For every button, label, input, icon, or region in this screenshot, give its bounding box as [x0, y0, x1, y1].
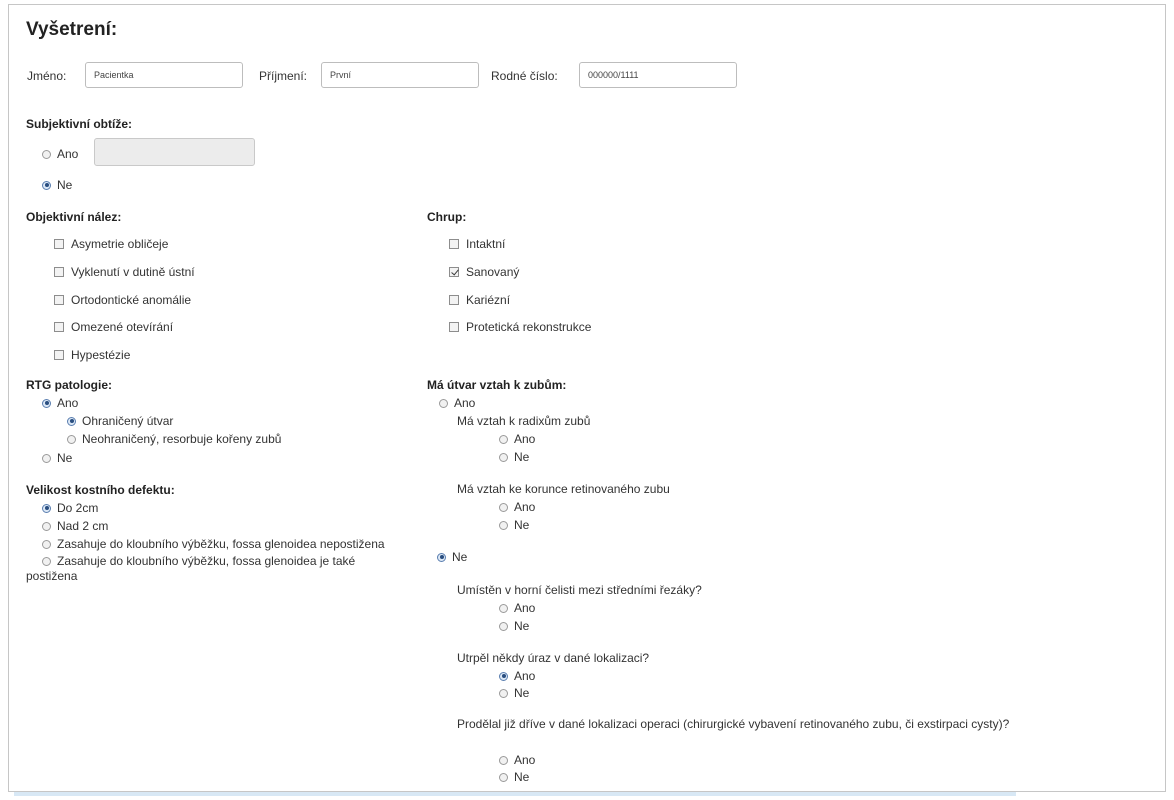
answer-radio[interactable] — [499, 521, 508, 530]
rtg-bounded-option[interactable] — [67, 414, 173, 428]
objective-item[interactable] — [54, 265, 195, 279]
objective-item[interactable] — [54, 293, 191, 307]
bone-radio[interactable] — [42, 504, 51, 513]
objective-item-label: Omezené otevírání — [71, 320, 174, 334]
answer-label: Ano — [514, 500, 536, 514]
teeth-item-label: Kariézní — [466, 293, 511, 307]
relation-yes-label: Ano — [454, 396, 476, 410]
objective-checkbox[interactable] — [54, 267, 64, 277]
rtg-no-radio[interactable] — [42, 454, 51, 463]
answer-label: Ne — [514, 619, 530, 633]
teeth-checkbox[interactable] — [449, 322, 459, 332]
relation-yes-option[interactable] — [439, 396, 475, 410]
relation-no-option[interactable] — [437, 550, 467, 564]
teeth-item[interactable] — [449, 293, 510, 307]
answer-option[interactable] — [499, 432, 535, 446]
exam-form — [8, 4, 1166, 792]
objective-item[interactable] — [54, 320, 173, 334]
teeth-checkbox[interactable] — [449, 295, 459, 305]
bone-radio[interactable] — [42, 540, 51, 549]
answer-radio[interactable] — [499, 773, 508, 782]
subjective-detail-input[interactable] — [94, 138, 255, 166]
answer-option[interactable] — [499, 450, 529, 464]
objective-item-label: Vyklenutí v dutině ústní — [71, 265, 195, 279]
objective-checkbox[interactable] — [54, 295, 64, 305]
answer-option[interactable] — [499, 518, 529, 532]
answer-label: Ne — [514, 518, 530, 532]
answer-label: Ne — [514, 450, 530, 464]
teeth-item[interactable] — [449, 237, 505, 251]
answer-option[interactable] — [499, 770, 529, 784]
answer-radio[interactable] — [499, 453, 508, 462]
answer-label: Ano — [514, 753, 536, 767]
birth-number-input[interactable] — [579, 62, 737, 88]
subjective-title: Subjektivní obtíže: — [26, 117, 133, 131]
answer-option[interactable] — [499, 686, 529, 700]
answer-option[interactable] — [499, 500, 535, 514]
answer-radio[interactable] — [499, 503, 508, 512]
last-name-label: Příjmení: — [259, 69, 308, 83]
rtg-yes-radio[interactable] — [42, 399, 51, 408]
bone-option[interactable] — [42, 519, 108, 533]
teeth-item-label: Sanovaný — [466, 265, 520, 279]
teeth-checkbox[interactable] — [449, 239, 459, 249]
rtg-unbounded-label: Neohraničený, resorbuje kořeny zubů — [82, 432, 282, 446]
answer-radio[interactable] — [499, 756, 508, 765]
objective-checkbox[interactable] — [54, 239, 64, 249]
bottom-strip — [14, 792, 1016, 796]
objective-item[interactable] — [54, 237, 168, 251]
rtg-unbounded-option[interactable] — [67, 432, 281, 446]
teeth-item-label: Intaktní — [466, 237, 506, 251]
teeth-item[interactable] — [449, 320, 591, 334]
last-name-input[interactable] — [321, 62, 479, 88]
rtg-yes-option[interactable] — [42, 396, 78, 410]
objective-item-label: Hypestézie — [71, 348, 131, 362]
objective-checkbox[interactable] — [54, 350, 64, 360]
question-crown: Má vztah ke korunce retinovaného zubu — [457, 482, 670, 496]
first-name-input[interactable] — [85, 62, 243, 88]
subjective-no-label: Ne — [57, 178, 73, 192]
bone-defect-title: Velikost kostního defektu: — [26, 483, 175, 497]
bone-option-label: Do 2cm — [57, 501, 99, 515]
birth-number-label: Rodné číslo: — [491, 69, 558, 83]
bone-option-label: Zasahuje do kloubního výběžku, fossa glenoidea je také postižena — [26, 554, 356, 583]
bone-option[interactable] — [26, 554, 386, 584]
bone-radio[interactable] — [42, 522, 51, 531]
bone-option[interactable] — [42, 501, 98, 515]
bone-option[interactable] — [42, 537, 385, 551]
answer-radio[interactable] — [499, 604, 508, 613]
relation-yes-radio[interactable] — [439, 399, 448, 408]
answer-option[interactable] — [499, 753, 535, 767]
rtg-yes-label: Ano — [57, 396, 79, 410]
answer-option[interactable] — [499, 619, 529, 633]
objective-item-label: Asymetrie obličeje — [71, 237, 169, 251]
teeth-item-label: Protetická rekonstrukce — [466, 320, 592, 334]
subjective-yes-radio[interactable] — [42, 150, 51, 159]
answer-label: Ano — [514, 601, 536, 615]
rtg-no-label: Ne — [57, 451, 73, 465]
question-roots: Má vztah k radixům zubů — [457, 414, 591, 428]
bone-radio[interactable] — [42, 557, 51, 566]
bone-option-label: Nad 2 cm — [57, 519, 109, 533]
answer-radio[interactable] — [499, 622, 508, 631]
subjective-yes-label: Ano — [57, 147, 79, 161]
rtg-title: RTG patologie: — [26, 378, 112, 392]
relation-no-label: Ne — [452, 550, 468, 564]
rtg-bounded-label: Ohraničený útvar — [82, 414, 174, 428]
answer-radio[interactable] — [499, 435, 508, 444]
rtg-bounded-radio[interactable] — [67, 417, 76, 426]
relation-no-radio[interactable] — [437, 553, 446, 562]
page-title: Vyšetrení: — [26, 19, 118, 40]
answer-radio[interactable] — [499, 672, 508, 681]
bone-option-label: Zasahuje do kloubního výběžku, fossa glenoidea nepostižena — [57, 537, 385, 551]
rtg-unbounded-radio[interactable] — [67, 435, 76, 444]
subjective-no-option[interactable] — [42, 178, 72, 192]
teeth-title: Chrup: — [427, 210, 467, 224]
answer-label: Ano — [514, 669, 536, 683]
rtg-no-option[interactable] — [42, 451, 72, 465]
teeth-item[interactable] — [449, 265, 519, 279]
question-trauma: Utrpěl někdy úraz v dané lokalizaci? — [457, 651, 650, 665]
answer-label: Ne — [514, 686, 530, 700]
relation-title: Má útvar vztah k zubům: — [427, 378, 567, 392]
answer-option[interactable] — [499, 601, 535, 615]
subjective-yes-option[interactable] — [42, 147, 78, 161]
objective-checkbox[interactable] — [54, 322, 64, 332]
answer-option[interactable] — [499, 669, 535, 683]
first-name-label: Jméno: — [27, 69, 67, 83]
objective-title: Objektivní nález: — [26, 210, 122, 224]
answer-radio[interactable] — [499, 689, 508, 698]
answer-label: Ano — [514, 432, 536, 446]
question-upper-jaw: Umístěn v horní čelisti mezi středními řezáky? — [457, 583, 702, 597]
question-surgery: Prodělal již dříve v dané lokalizaci operaci (chirurgické vybavení retinovaného zubu, či exstirpaci cysty)? — [457, 717, 1010, 731]
subjective-no-radio[interactable] — [42, 181, 51, 190]
objective-item-label: Ortodontické anomálie — [71, 293, 192, 307]
answer-label: Ne — [514, 770, 530, 784]
objective-item[interactable] — [54, 348, 130, 362]
teeth-checkbox[interactable] — [449, 267, 459, 277]
